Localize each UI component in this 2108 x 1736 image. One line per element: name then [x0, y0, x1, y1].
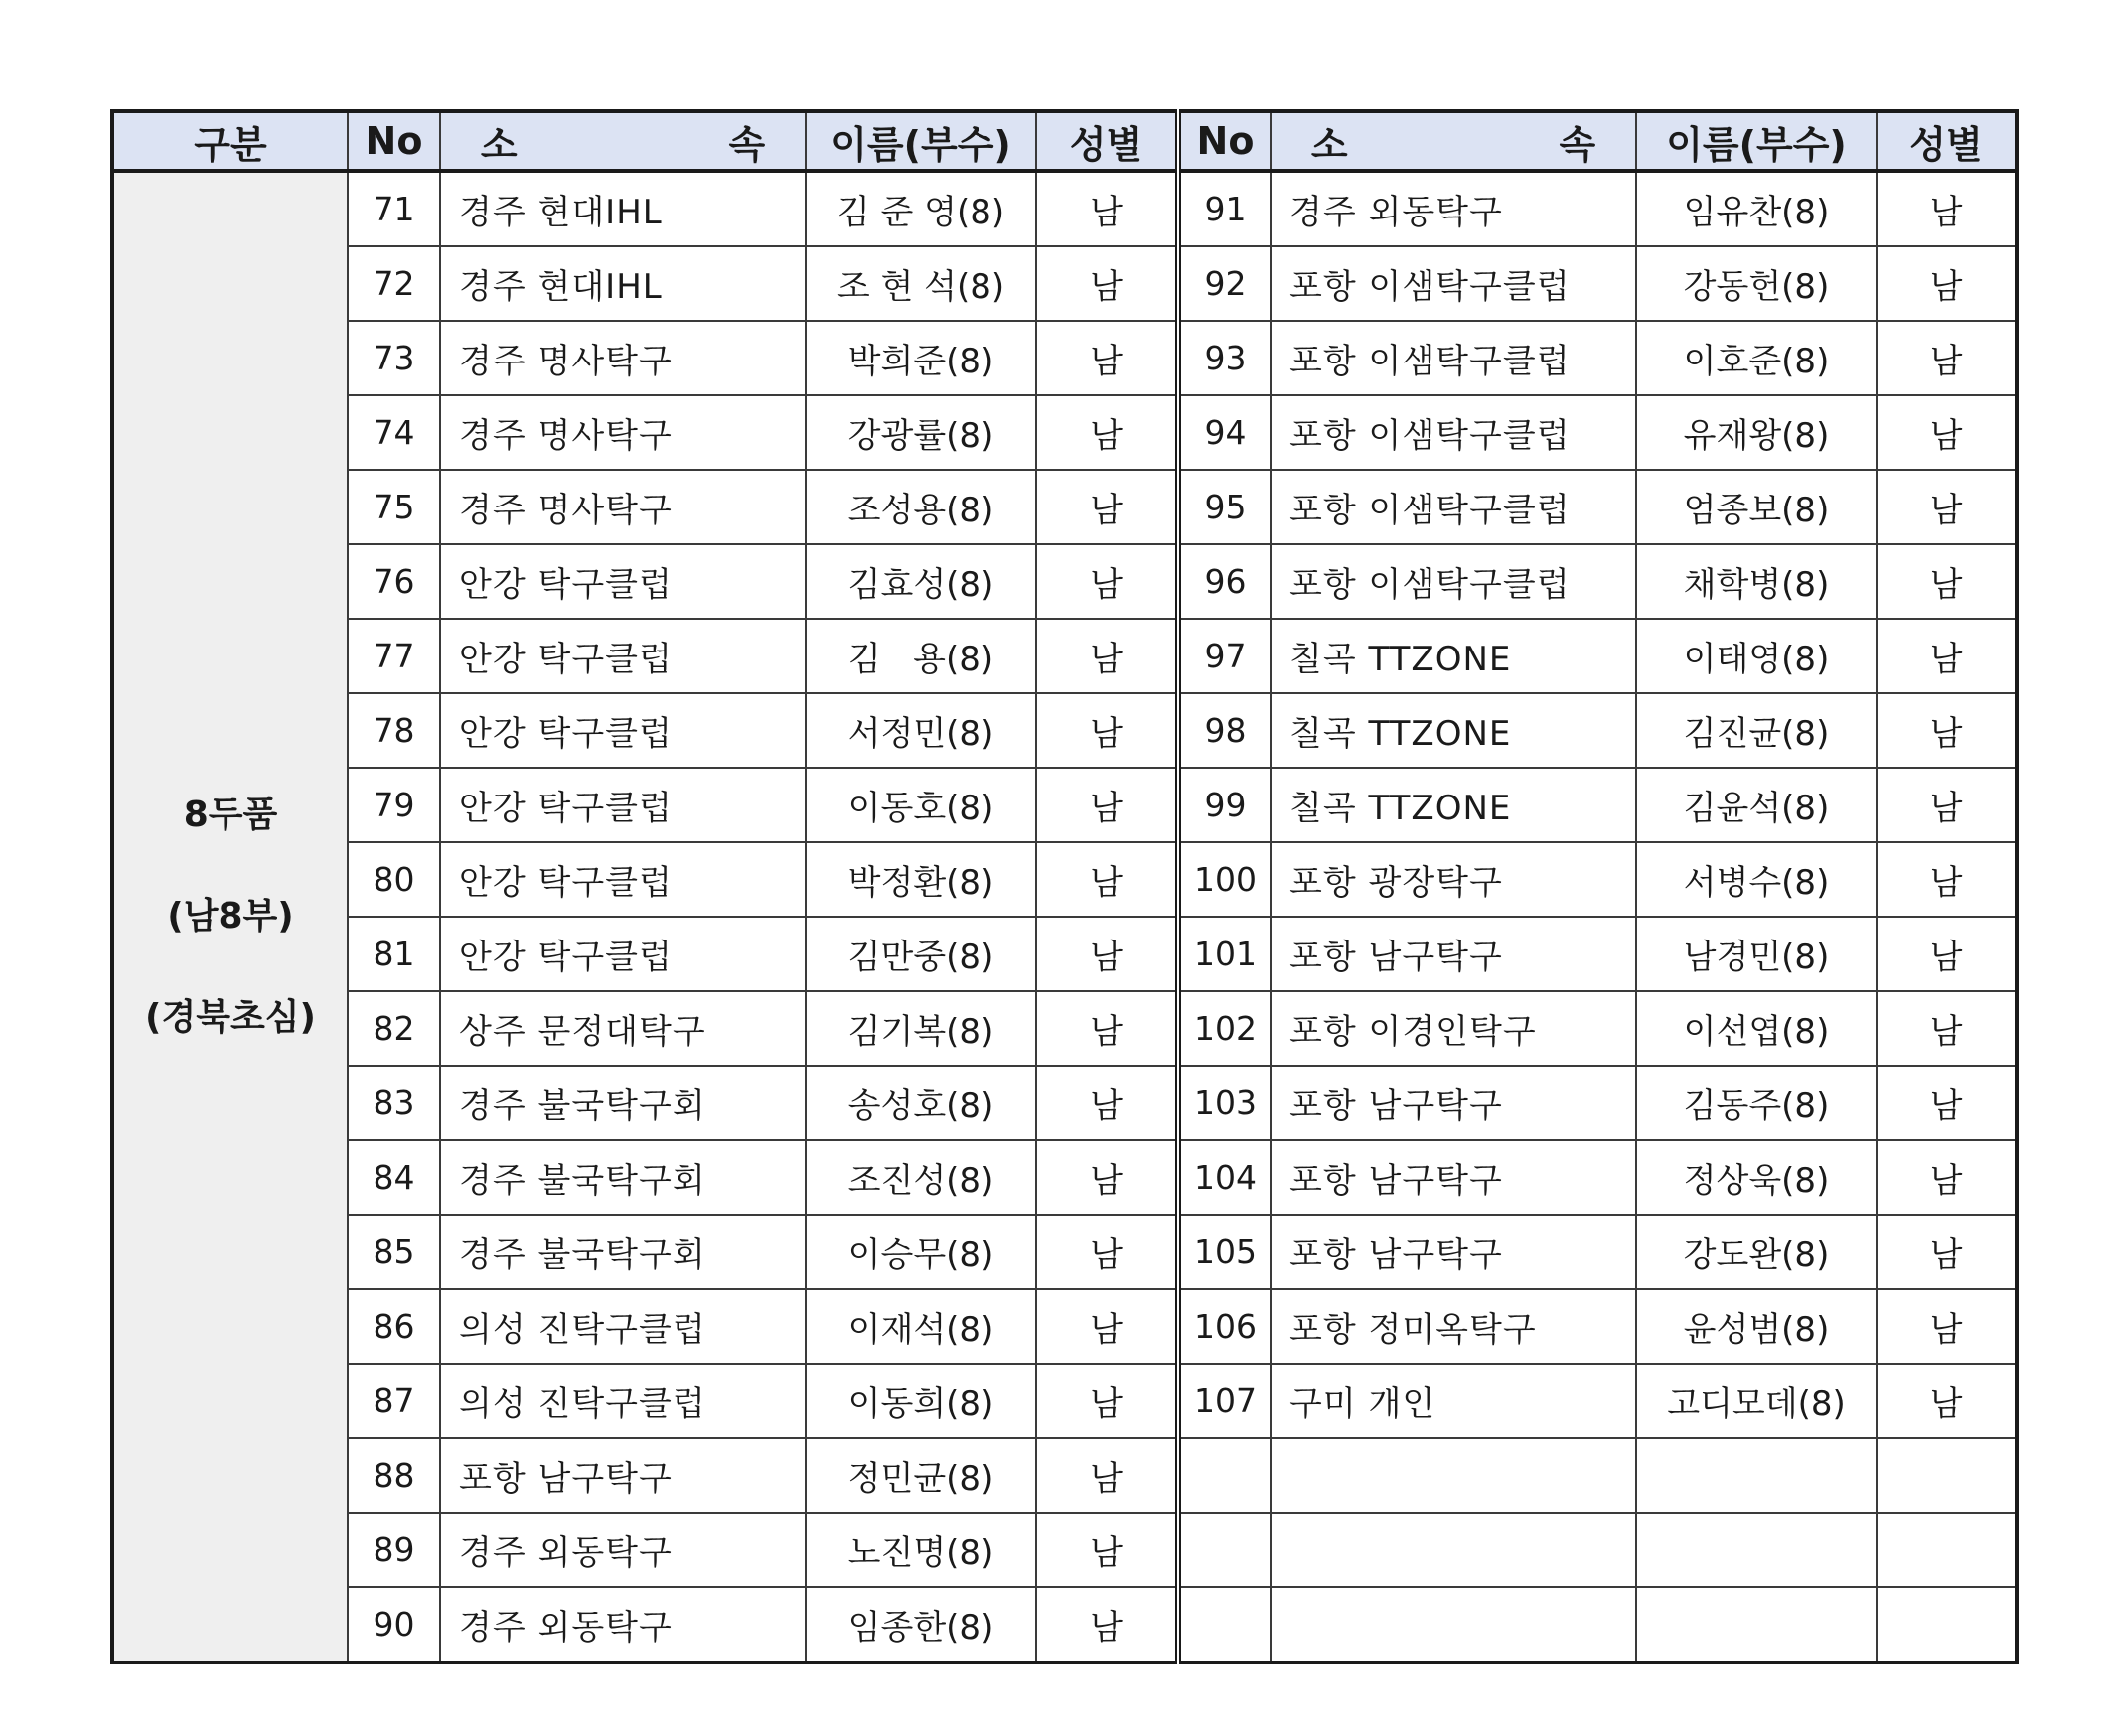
- left-no-cell: 84: [348, 1140, 440, 1215]
- right-gender-cell: 남: [1877, 1215, 2017, 1289]
- left-name-cell: 김효성(8): [806, 544, 1036, 619]
- left-no-cell: 85: [348, 1215, 440, 1289]
- left-no-cell: 90: [348, 1587, 440, 1663]
- header-gender: 성별: [1036, 111, 1178, 171]
- division-label-line2: (남8부): [167, 896, 294, 937]
- header-no: No: [348, 111, 440, 171]
- table-row: [112, 842, 2017, 917]
- left-affiliation-cell: 안강 탁구클럽: [440, 619, 806, 693]
- left-affiliation-cell: 안강 탁구클럽: [440, 768, 806, 842]
- table-row: [112, 1438, 2017, 1513]
- left-name-cell: 조 현 석(8): [806, 246, 1036, 321]
- right-name-cell: 정상욱(8): [1636, 1140, 1877, 1215]
- right-gender-cell: 남: [1877, 1289, 2017, 1364]
- left-gender-cell: 남: [1036, 991, 1178, 1066]
- left-gender-cell: 남: [1036, 1513, 1178, 1587]
- right-no-cell: 98: [1178, 693, 1271, 768]
- table-row: [112, 1587, 2017, 1663]
- right-name-cell: 이선엽(8): [1636, 991, 1877, 1066]
- right-gender-cell: 남: [1877, 1066, 2017, 1140]
- left-name-cell: 김 용(8): [806, 619, 1036, 693]
- table-row: [112, 544, 2017, 619]
- right-no-cell: [1178, 1513, 1271, 1587]
- header-affiliation-right: 소 속: [1271, 111, 1636, 171]
- right-gender-cell: 남: [1877, 544, 2017, 619]
- right-no-cell: 106: [1178, 1289, 1271, 1364]
- right-affiliation-cell: 포항 남구탁구: [1271, 917, 1636, 991]
- left-no-cell: 71: [348, 171, 440, 246]
- right-gender-cell: 남: [1877, 991, 2017, 1066]
- right-name-cell: 남경민(8): [1636, 917, 1877, 991]
- right-no-cell: 92: [1178, 246, 1271, 321]
- right-affiliation-cell: 포항 이샘탁구클럽: [1271, 395, 1636, 470]
- right-no-cell: 100: [1178, 842, 1271, 917]
- right-name-cell: 고디모데(8): [1636, 1364, 1877, 1438]
- left-gender-cell: 남: [1036, 1140, 1178, 1215]
- table-row: [112, 1513, 2017, 1587]
- right-affiliation-cell: 칠곡 TTZONE: [1271, 693, 1636, 768]
- right-affiliation-cell: [1271, 1513, 1636, 1587]
- left-no-cell: 72: [348, 246, 440, 321]
- right-no-cell: 97: [1178, 619, 1271, 693]
- right-no-cell: 105: [1178, 1215, 1271, 1289]
- header-division: 구분: [112, 111, 348, 171]
- table-row: [112, 470, 2017, 544]
- left-affiliation-cell: 안강 탁구클럽: [440, 693, 806, 768]
- left-name-cell: 정민균(8): [806, 1438, 1036, 1513]
- right-affiliation-cell: [1271, 1438, 1636, 1513]
- left-no-cell: 73: [348, 321, 440, 395]
- right-name-cell: 유재왕(8): [1636, 395, 1877, 470]
- right-gender-cell: 남: [1877, 470, 2017, 544]
- left-gender-cell: 남: [1036, 395, 1178, 470]
- right-gender-cell: [1877, 1587, 2017, 1663]
- left-affiliation-cell: 경주 명사탁구: [440, 470, 806, 544]
- table-row: [112, 619, 2017, 693]
- right-gender-cell: 남: [1877, 619, 2017, 693]
- left-name-cell: 서정민(8): [806, 693, 1036, 768]
- right-name-cell: 채학병(8): [1636, 544, 1877, 619]
- left-no-cell: 74: [348, 395, 440, 470]
- left-affiliation-cell: 경주 명사탁구: [440, 321, 806, 395]
- left-gender-cell: 남: [1036, 321, 1178, 395]
- left-gender-cell: 남: [1036, 693, 1178, 768]
- table-row: [112, 1215, 2017, 1289]
- right-gender-cell: [1877, 1438, 2017, 1513]
- left-gender-cell: 남: [1036, 246, 1178, 321]
- table-row: [112, 768, 2017, 842]
- right-name-cell: 김진균(8): [1636, 693, 1877, 768]
- left-affiliation-cell: 안강 탁구클럽: [440, 544, 806, 619]
- right-affiliation-cell: 포항 이샘탁구클럽: [1271, 321, 1636, 395]
- header-name-right: 이름(부수): [1636, 111, 1877, 171]
- right-name-cell: 윤성범(8): [1636, 1289, 1877, 1364]
- right-gender-cell: 남: [1877, 917, 2017, 991]
- left-gender-cell: 남: [1036, 619, 1178, 693]
- right-affiliation-cell: 포항 남구탁구: [1271, 1140, 1636, 1215]
- right-no-cell: [1178, 1438, 1271, 1513]
- left-affiliation-cell: 상주 문정대탁구: [440, 991, 806, 1066]
- left-no-cell: 76: [348, 544, 440, 619]
- table-row: [112, 321, 2017, 395]
- left-affiliation-cell: 경주 불국탁구회: [440, 1140, 806, 1215]
- right-affiliation-cell: 포항 이경인탁구: [1271, 991, 1636, 1066]
- left-affiliation-cell: 포항 남구탁구: [440, 1438, 806, 1513]
- table-row: [112, 1289, 2017, 1364]
- left-name-cell: 임종한(8): [806, 1587, 1036, 1663]
- right-affiliation-cell: 포항 이샘탁구클럽: [1271, 246, 1636, 321]
- table-row: [112, 1364, 2017, 1438]
- left-gender-cell: 남: [1036, 768, 1178, 842]
- left-name-cell: 송성호(8): [806, 1066, 1036, 1140]
- left-gender-cell: 남: [1036, 470, 1178, 544]
- left-gender-cell: 남: [1036, 1438, 1178, 1513]
- right-no-cell: 103: [1178, 1066, 1271, 1140]
- left-name-cell: 강광률(8): [806, 395, 1036, 470]
- right-name-cell: 김동주(8): [1636, 1066, 1877, 1140]
- right-name-cell: [1636, 1587, 1877, 1663]
- right-name-cell: 김윤석(8): [1636, 768, 1877, 842]
- left-affiliation-cell: 안강 탁구클럽: [440, 842, 806, 917]
- right-gender-cell: [1877, 1513, 2017, 1587]
- table-row: [112, 693, 2017, 768]
- left-affiliation-cell: 경주 현대IHL: [440, 246, 806, 321]
- left-name-cell: 김 준 영(8): [806, 171, 1036, 246]
- right-no-cell: 107: [1178, 1364, 1271, 1438]
- table-row: [112, 917, 2017, 991]
- right-affiliation-cell: 구미 개인: [1271, 1364, 1636, 1438]
- left-no-cell: 82: [348, 991, 440, 1066]
- right-affiliation-cell: 포항 정미옥탁구: [1271, 1289, 1636, 1364]
- left-gender-cell: 남: [1036, 544, 1178, 619]
- left-gender-cell: 남: [1036, 1289, 1178, 1364]
- left-gender-cell: 남: [1036, 1066, 1178, 1140]
- right-no-cell: 96: [1178, 544, 1271, 619]
- right-no-cell: 104: [1178, 1140, 1271, 1215]
- right-affiliation-cell: [1271, 1587, 1636, 1663]
- left-affiliation-cell: 의성 진탁구클럽: [440, 1289, 806, 1364]
- right-name-cell: 서병수(8): [1636, 842, 1877, 917]
- right-name-cell: 강도완(8): [1636, 1215, 1877, 1289]
- left-name-cell: 김만중(8): [806, 917, 1036, 991]
- table-row: [112, 1066, 2017, 1140]
- left-affiliation-cell: 의성 진탁구클럽: [440, 1364, 806, 1438]
- left-affiliation-cell: 경주 불국탁구회: [440, 1066, 806, 1140]
- left-affiliation-cell: 경주 명사탁구: [440, 395, 806, 470]
- right-gender-cell: 남: [1877, 1140, 2017, 1215]
- left-affiliation-cell: 경주 불국탁구회: [440, 1215, 806, 1289]
- left-no-cell: 83: [348, 1066, 440, 1140]
- right-name-cell: 임유찬(8): [1636, 171, 1877, 246]
- left-no-cell: 87: [348, 1364, 440, 1438]
- left-no-cell: 81: [348, 917, 440, 991]
- header-affiliation: 소 속: [440, 111, 806, 171]
- roster-table: [110, 109, 2019, 1664]
- right-affiliation-cell: 포항 이샘탁구클럽: [1271, 544, 1636, 619]
- left-name-cell: 조성용(8): [806, 470, 1036, 544]
- right-name-cell: [1636, 1513, 1877, 1587]
- left-gender-cell: 남: [1036, 1215, 1178, 1289]
- right-no-cell: 93: [1178, 321, 1271, 395]
- right-name-cell: [1636, 1438, 1877, 1513]
- left-no-cell: 88: [348, 1438, 440, 1513]
- table-row: [112, 991, 2017, 1066]
- left-name-cell: 박정환(8): [806, 842, 1036, 917]
- right-gender-cell: 남: [1877, 1364, 2017, 1438]
- right-no-cell: 99: [1178, 768, 1271, 842]
- table-row: [112, 1140, 2017, 1215]
- right-affiliation-cell: 포항 이샘탁구클럽: [1271, 470, 1636, 544]
- left-name-cell: 이동희(8): [806, 1364, 1036, 1438]
- table-row: [112, 395, 2017, 470]
- header-row: [112, 111, 2017, 171]
- left-no-cell: 75: [348, 470, 440, 544]
- left-name-cell: 이재석(8): [806, 1289, 1036, 1364]
- right-affiliation-cell: 경주 외동탁구: [1271, 171, 1636, 246]
- right-name-cell: 이호준(8): [1636, 321, 1877, 395]
- header-name: 이름(부수): [806, 111, 1036, 171]
- right-affiliation-cell: 포항 광장탁구: [1271, 842, 1636, 917]
- left-name-cell: 조진성(8): [806, 1140, 1036, 1215]
- left-no-cell: 77: [348, 619, 440, 693]
- right-affiliation-cell: 포항 남구탁구: [1271, 1066, 1636, 1140]
- right-name-cell: 엄종보(8): [1636, 470, 1877, 544]
- right-no-cell: 101: [1178, 917, 1271, 991]
- left-gender-cell: 남: [1036, 1587, 1178, 1663]
- left-no-cell: 86: [348, 1289, 440, 1364]
- table-row: [112, 171, 2017, 246]
- right-gender-cell: 남: [1877, 768, 2017, 842]
- left-name-cell: 노진명(8): [806, 1513, 1036, 1587]
- left-affiliation-cell: 경주 외동탁구: [440, 1513, 806, 1587]
- header-gender-right: 성별: [1877, 111, 2017, 171]
- division-label-line1: 8두품: [183, 795, 278, 835]
- left-no-cell: 79: [348, 768, 440, 842]
- header-no-right: No: [1178, 111, 1271, 171]
- left-affiliation-cell: 안강 탁구클럽: [440, 917, 806, 991]
- left-gender-cell: 남: [1036, 917, 1178, 991]
- right-gender-cell: 남: [1877, 842, 2017, 917]
- right-no-cell: 91: [1178, 171, 1271, 246]
- left-no-cell: 78: [348, 693, 440, 768]
- right-name-cell: 이태영(8): [1636, 619, 1877, 693]
- left-gender-cell: 남: [1036, 842, 1178, 917]
- left-no-cell: 89: [348, 1513, 440, 1587]
- left-affiliation-cell: 경주 현대IHL: [440, 171, 806, 246]
- left-gender-cell: 남: [1036, 1364, 1178, 1438]
- right-no-cell: 94: [1178, 395, 1271, 470]
- division-cell: [112, 171, 348, 1663]
- left-no-cell: 80: [348, 842, 440, 917]
- left-name-cell: 이동호(8): [806, 768, 1036, 842]
- left-name-cell: 김기복(8): [806, 991, 1036, 1066]
- division-label-line3: (경북초심): [144, 997, 316, 1038]
- right-no-cell: 102: [1178, 991, 1271, 1066]
- right-gender-cell: 남: [1877, 246, 2017, 321]
- right-gender-cell: 남: [1877, 693, 2017, 768]
- right-affiliation-cell: 칠곡 TTZONE: [1271, 619, 1636, 693]
- left-name-cell: 박희준(8): [806, 321, 1036, 395]
- left-name-cell: 이승무(8): [806, 1215, 1036, 1289]
- right-name-cell: 강동헌(8): [1636, 246, 1877, 321]
- right-affiliation-cell: 포항 남구탁구: [1271, 1215, 1636, 1289]
- right-no-cell: 95: [1178, 470, 1271, 544]
- left-affiliation-cell: 경주 외동탁구: [440, 1587, 806, 1663]
- table-row: [112, 246, 2017, 321]
- right-gender-cell: 남: [1877, 395, 2017, 470]
- right-affiliation-cell: 칠곡 TTZONE: [1271, 768, 1636, 842]
- right-gender-cell: 남: [1877, 171, 2017, 246]
- right-no-cell: [1178, 1587, 1271, 1663]
- right-gender-cell: 남: [1877, 321, 2017, 395]
- left-gender-cell: 남: [1036, 171, 1178, 246]
